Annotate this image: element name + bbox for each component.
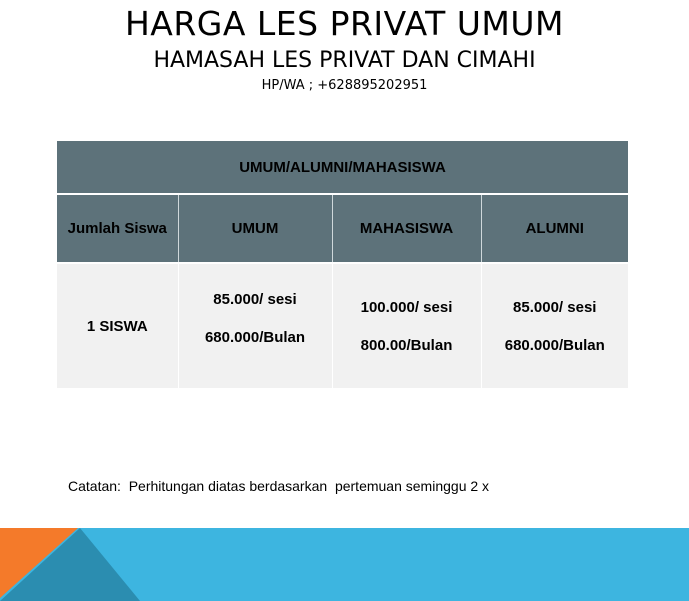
column-header-mahasiswa: MAHASISWA xyxy=(332,194,481,263)
column-header-jumlah-siswa: Jumlah Siswa xyxy=(57,194,178,263)
row-label xyxy=(57,263,178,388)
cell-mahasiswa xyxy=(332,263,481,388)
alumni-per-month: 680.000/Bulan xyxy=(504,336,605,354)
alumni-per-session: 85.000/ sesi xyxy=(513,298,597,316)
footnote: Catatan: Perhitungan diatas berdasarkan pertemuan seminggu 2 x xyxy=(68,478,490,494)
cell-umum xyxy=(178,263,332,388)
page-subtitle: HAMASAH LES PRIVAT DAN CIMAHI xyxy=(153,48,536,73)
page-title: HARGA LES PRIVAT UMUM xyxy=(124,4,565,43)
footer-decoration xyxy=(0,528,689,601)
column-header-umum: UMUM xyxy=(178,194,332,263)
row-label-text: 1 SISWA xyxy=(86,317,148,335)
table-band-row xyxy=(57,141,628,194)
table-header-row xyxy=(57,194,628,263)
umum-per-month: 680.000/Bulan xyxy=(204,328,306,346)
column-header-alumni: ALUMNI xyxy=(481,194,628,263)
cell-alumni xyxy=(481,263,628,388)
band-header: UMUM/ALUMNI/MAHASISWA xyxy=(57,141,628,194)
mahasiswa-per-month: 800.00/Bulan xyxy=(360,336,453,354)
umum-per-session: 85.000/ sesi xyxy=(213,290,297,308)
price-table xyxy=(57,141,628,388)
mahasiswa-per-session: 100.000/ sesi xyxy=(360,298,453,316)
table-row xyxy=(57,263,628,388)
contact-info: HP/WA ; +628895202951 xyxy=(261,78,428,93)
